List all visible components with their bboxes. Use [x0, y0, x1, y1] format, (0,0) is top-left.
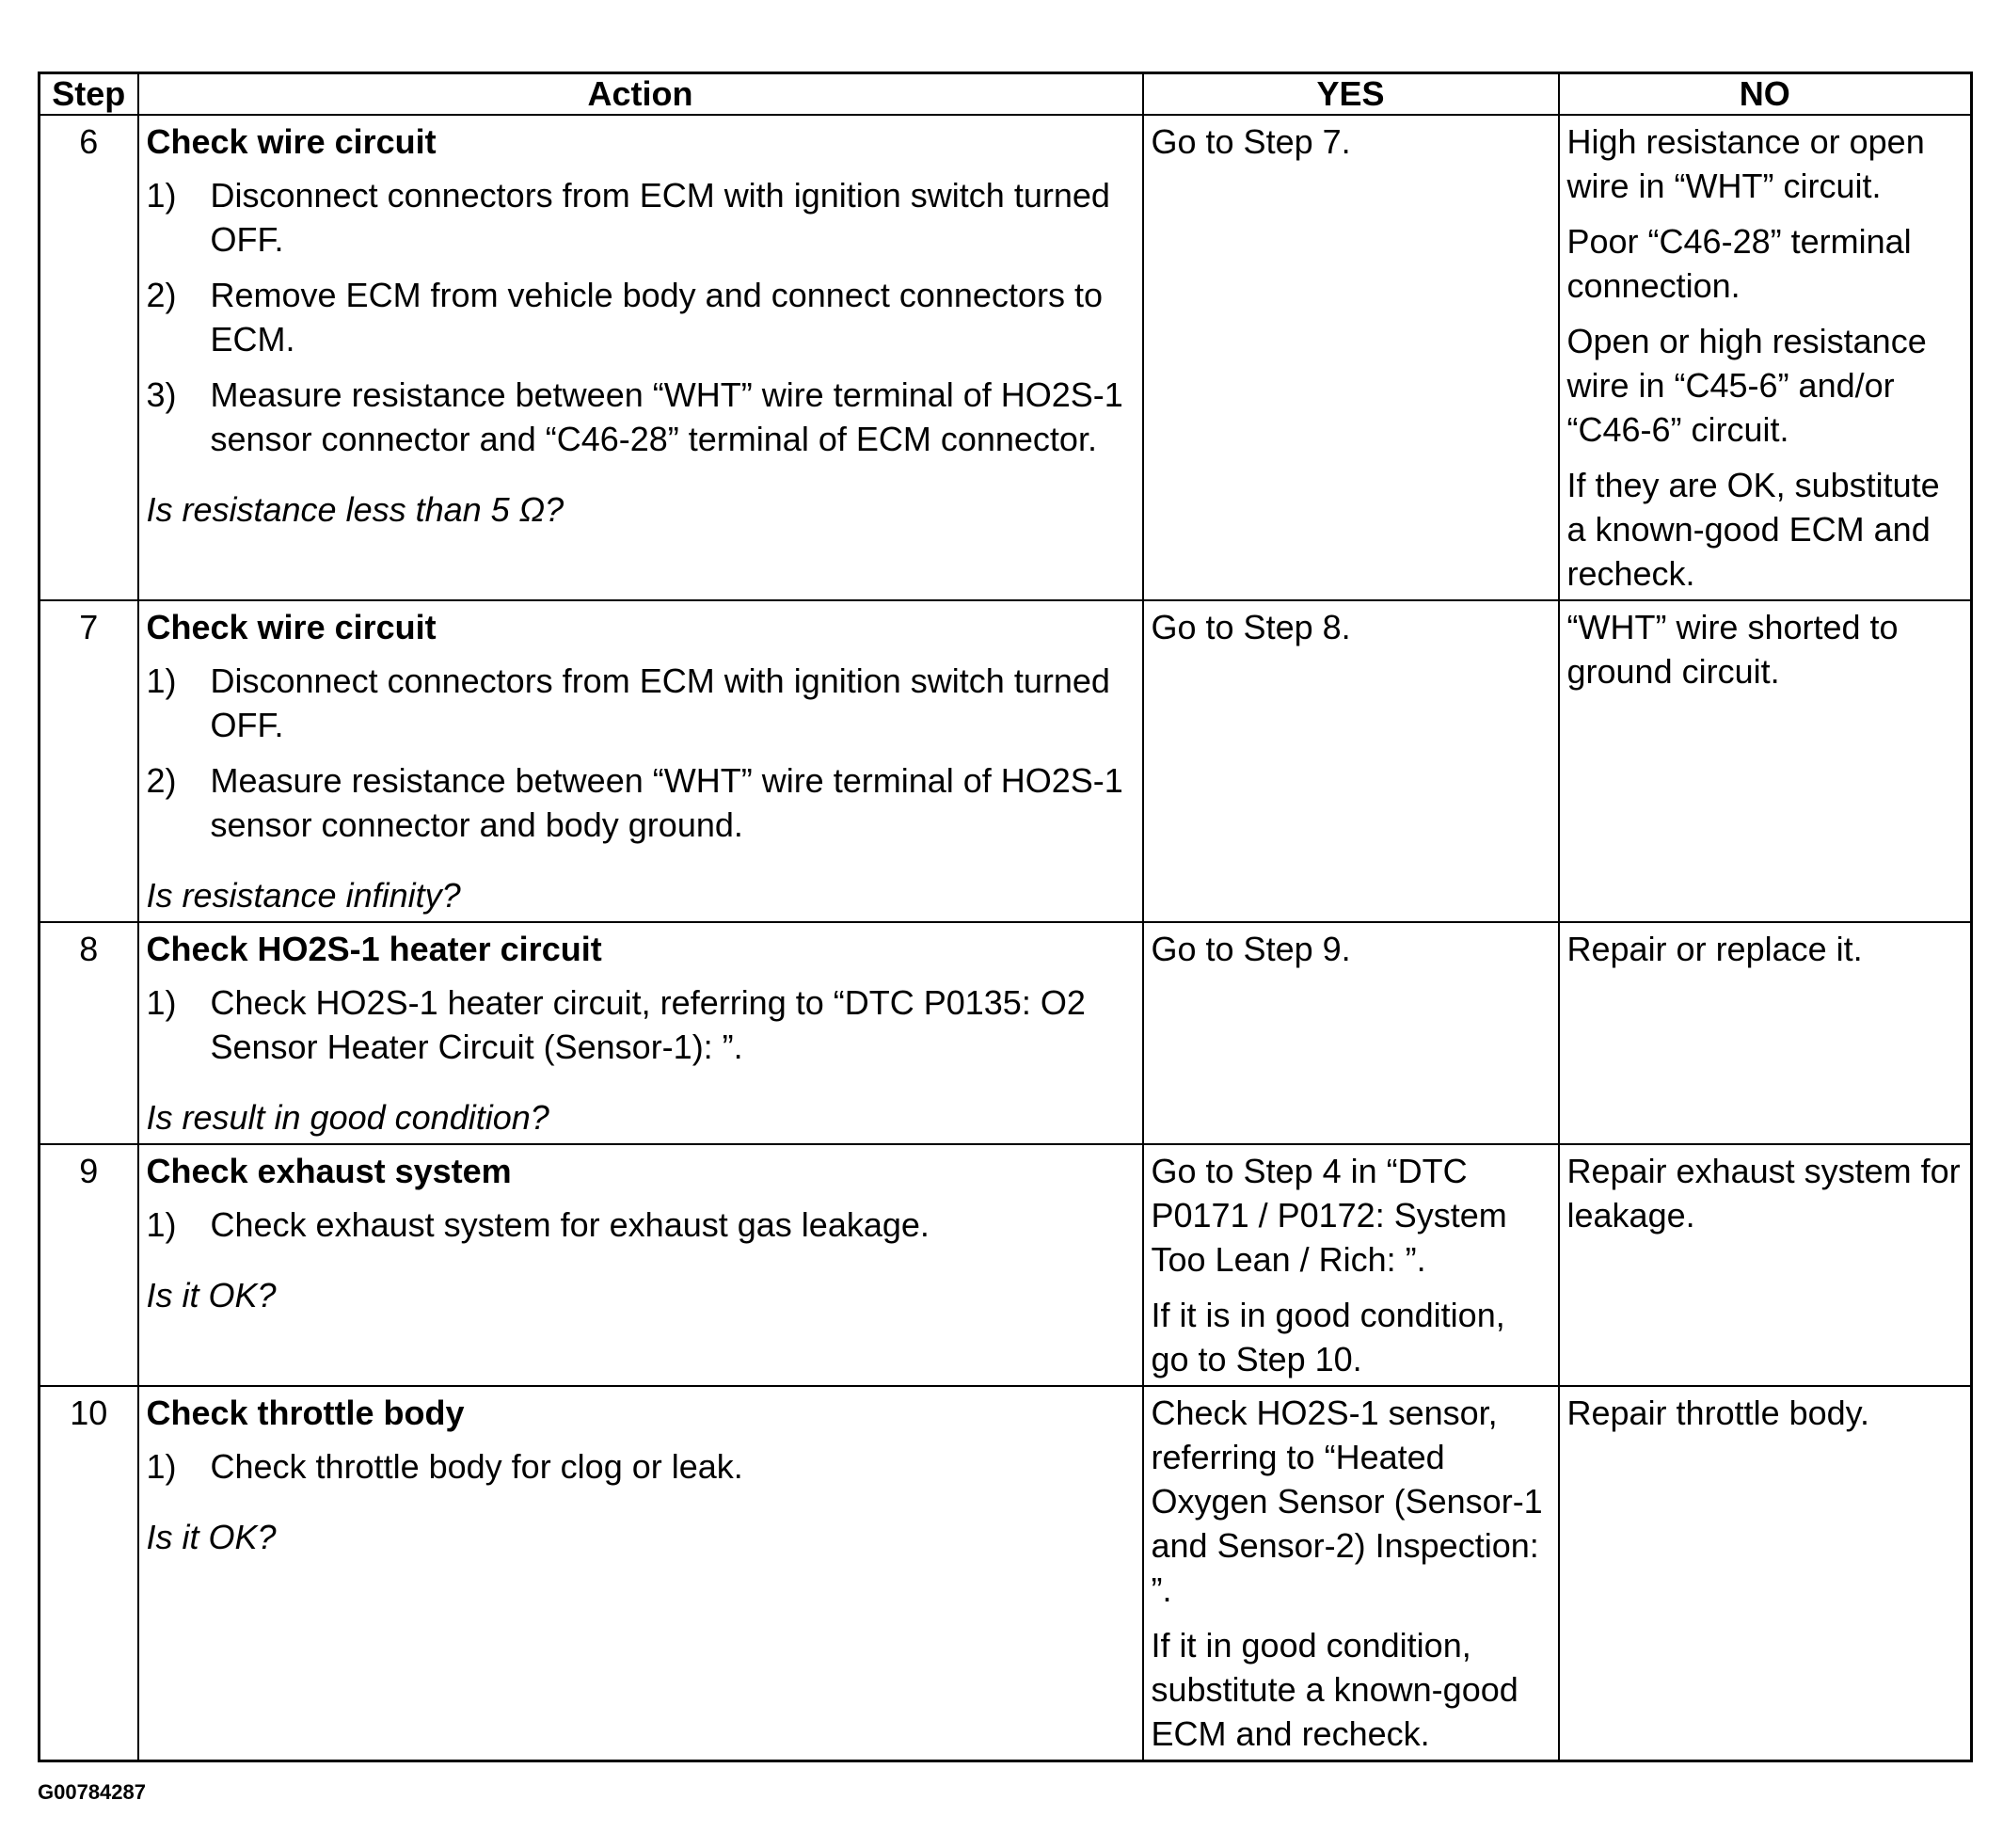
header-step: Step — [40, 73, 138, 116]
action-cell — [138, 922, 1143, 1144]
yes-cell — [1143, 600, 1559, 922]
sub-step-number: 1) — [146, 176, 177, 215]
table-row — [40, 1386, 1972, 1761]
no-text: Repair throttle body. — [1566, 1394, 1870, 1432]
sub-step — [147, 980, 1135, 1069]
sub-step-text: Measure resistance between “WHT” wire terminal of HO2S-1 sensor connector and body ground. — [210, 761, 1123, 844]
sub-step — [147, 1203, 1135, 1247]
figure-id: G00784287 — [38, 1780, 146, 1804]
sub-step-number: 1) — [146, 1447, 177, 1486]
action-cell — [138, 1144, 1143, 1386]
sub-step-number: 2) — [146, 761, 177, 800]
no-cell — [1559, 922, 1972, 1144]
action-title: Check HO2S-1 heater circuit — [146, 930, 602, 968]
sub-step-number: 1) — [146, 1205, 177, 1244]
sub-step-number: 2) — [146, 276, 177, 314]
action-title: Check exhaust system — [146, 1152, 512, 1190]
no-text: Poor “C46-28” terminal connection. — [1566, 222, 1912, 305]
no-cell — [1559, 1386, 1972, 1761]
no-cell — [1559, 115, 1972, 600]
sub-step-text: Check throttle body for clog or leak. — [210, 1447, 743, 1486]
sub-step-text: Check exhaust system for exhaust gas leakage. — [210, 1205, 930, 1244]
sub-step-text: Remove ECM from vehicle body and connect connectors to ECM. — [210, 276, 1103, 358]
diagnostic-table — [38, 72, 1973, 1762]
sub-step-text: Check HO2S-1 heater circuit, referring to “DTC P0135: O2 Sensor Heater Circuit (Sensor-1): ”. — [210, 983, 1086, 1066]
yes-text: Go to Step 4 in “DTC P0171 / P0172: System Too Lean / Rich: ”. — [1151, 1152, 1507, 1279]
action-question: Is result in good condition? — [146, 1098, 549, 1137]
yes-text: Check HO2S-1 sensor, referring to “Heated Oxygen Sensor (Sensor-1 and Sensor-2) Inspection: ”. — [1151, 1394, 1543, 1609]
table-header-row — [40, 73, 1972, 116]
no-cell — [1559, 1144, 1972, 1386]
sub-step-number: 3) — [146, 375, 177, 414]
table-row — [40, 922, 1972, 1144]
yes-text: Go to Step 7. — [1151, 122, 1351, 161]
table-row — [40, 115, 1972, 600]
sub-step — [147, 1444, 1135, 1489]
action-title: Check wire circuit — [146, 608, 437, 646]
step-number: 8 — [40, 922, 138, 1144]
step-number: 10 — [40, 1386, 138, 1761]
yes-cell — [1143, 1386, 1559, 1761]
yes-cell — [1143, 115, 1559, 600]
no-cell — [1559, 600, 1972, 922]
sub-step-text: Measure resistance between “WHT” wire terminal of HO2S-1 sensor connector and “C46-28” terminal of ECM connector. — [210, 375, 1123, 458]
step-number: 6 — [40, 115, 138, 600]
action-cell — [138, 1386, 1143, 1761]
action-question: Is it OK? — [146, 1276, 277, 1314]
sub-step-number: 1) — [146, 983, 177, 1022]
yes-text: Go to Step 8. — [1151, 608, 1351, 646]
action-question: Is resistance less than 5 Ω? — [146, 490, 564, 529]
header-no: NO — [1559, 73, 1972, 116]
yes-cell — [1143, 1144, 1559, 1386]
action-cell — [138, 115, 1143, 600]
action-question: Is it OK? — [146, 1518, 277, 1556]
header-yes: YES — [1143, 73, 1559, 116]
action-title: Check wire circuit — [146, 122, 437, 161]
action-title: Check throttle body — [146, 1394, 465, 1432]
sub-step — [147, 758, 1135, 847]
sub-step-text: Disconnect connectors from ECM with ignition switch turned OFF. — [210, 176, 1110, 259]
no-text: “WHT” wire shorted to ground circuit. — [1566, 608, 1899, 691]
step-number: 9 — [40, 1144, 138, 1386]
yes-cell — [1143, 922, 1559, 1144]
sub-step-number: 1) — [146, 661, 177, 700]
table-row — [40, 1144, 1972, 1386]
yes-text: Go to Step 9. — [1151, 930, 1351, 968]
sub-step — [147, 373, 1135, 461]
no-text: Open or high resistance wire in “C45-6” and/or “C46-6” circuit. — [1566, 322, 1927, 449]
action-cell — [138, 600, 1143, 922]
no-text: High resistance or open wire in “WHT” circuit. — [1566, 122, 1925, 205]
no-text: Repair exhaust system for leakage. — [1566, 1152, 1961, 1235]
step-number: 7 — [40, 600, 138, 922]
yes-text: If it in good condition, substitute a known-good ECM and recheck. — [1151, 1626, 1518, 1753]
table-row — [40, 600, 1972, 922]
sub-step — [147, 273, 1135, 361]
sub-step — [147, 173, 1135, 262]
no-text: Repair or replace it. — [1566, 930, 1863, 968]
sub-step — [147, 659, 1135, 747]
no-text: If they are OK, substitute a known-good ECM and recheck. — [1566, 466, 1940, 593]
action-question: Is resistance infinity? — [146, 876, 461, 915]
yes-text: If it is in good condition, go to Step 10. — [1151, 1296, 1505, 1378]
header-action: Action — [138, 73, 1143, 116]
sub-step-text: Disconnect connectors from ECM with ignition switch turned OFF. — [210, 661, 1110, 744]
